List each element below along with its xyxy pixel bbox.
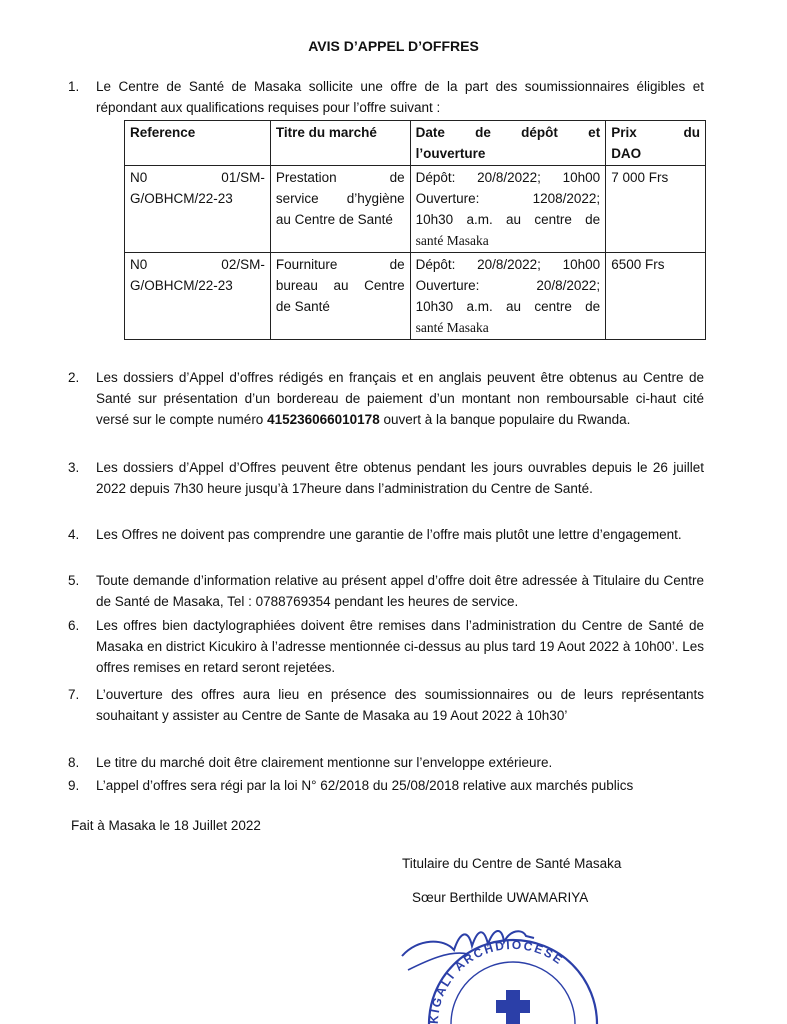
header-reference: Reference <box>125 121 271 166</box>
cell-date: Dépôt: 20/8/2022; 10h00 Ouverture: 1208/2022; 10h30 a.m. au centre de santé Masaka <box>410 166 606 253</box>
signatory-name: Sœur Berthilde UWAMARIYA <box>412 890 589 905</box>
item-text: Toute demande d’information relative au présent appel d’offre doit être adressée à Titulaire du Centre de Santé de Masaka, Tel : 0788769354 pendant les heures de service. <box>96 573 704 609</box>
item-text: Le titre du marché doit être clairement mentionne sur l’enveloppe extérieure. <box>96 755 553 770</box>
list-item: 2. Les dossiers d’Appel d’offres rédigés en français et en anglais peuvent être obtenus au Centre de Santé sur présentation d’un bordereau de paiement d’un montant non remboursable ci-haut cité versé sur le compte numéro 415236066010178 ouvert à la banque populaire du Rwanda. <box>68 370 704 427</box>
table-row <box>125 166 706 253</box>
list-item: 3. Les dossiers d’Appel d’Offres peuvent être obtenus pendant les jours ouvrables depuis le 26 juillet 2022 depuis 7h30 heure jusqu’à 17heure dans l’administration du Centre de Santé. <box>68 460 704 496</box>
item-text: L’ouverture des offres aura lieu en présence des soumissionnaires ou de leurs représentants souhaitant y assister au Centre de Sante de Masaka au 19 Aout 2022 à 10h30’ <box>96 687 704 723</box>
cell-titre: Fourniture de bureau au Centre de Santé <box>270 253 410 340</box>
table-row <box>125 253 706 340</box>
stamp-text: KIGALI ARCHDIOCESE <box>426 937 567 1024</box>
header-date: Date de dépôt et l’ouverture <box>410 121 606 166</box>
header-titre: Titre du marché <box>270 121 410 166</box>
table-header-row <box>125 121 706 166</box>
list-item: 6. Les offres bien dactylographiées doivent être remises dans l’administration du Centre de Santé de Masaka en district Kicukiro à l’adresse mentionnée ci-dessus au plus tard 19 Aout 2022 à 10h00’. Les offres remises en retard seront rejetées. <box>68 618 704 675</box>
cell-reference: N0 02/SM- G/OBHCM/22-23 <box>125 253 271 340</box>
cell-date: Dépôt: 20/8/2022; 10h00 Ouverture: 20/8/2022; 10h30 a.m. au centre de santé Masaka <box>410 253 606 340</box>
cell-prix: 6500 Frs <box>606 253 706 340</box>
item-text: Les Offres ne doivent pas comprendre une garantie de l’offre mais plutôt une lettre d’engagement. <box>96 527 682 542</box>
official-stamp <box>398 920 618 1024</box>
list-item: 7. L’ouverture des offres aura lieu en présence des soumissionnaires ou de leurs représentants souhaitant y assister au Centre de Sante de Masaka au 19 Aout 2022 à 10h30’ <box>68 687 704 723</box>
item-text: Les dossiers d’Appel d’Offres peuvent être obtenus pendant les jours ouvrables depuis le 26 juillet 2022 depuis 7h30 heure jusqu’à 17heure dans l’administration du Centre de Santé. <box>96 460 704 496</box>
list-item: 8. Le titre du marché doit être clairement mentionne sur l’enveloppe extérieure. <box>68 755 553 770</box>
account-number: 415236066010178 <box>267 412 380 427</box>
cell-prix: 7 000 Frs <box>606 166 706 253</box>
item-text: Le Centre de Santé de Masaka sollicite une offre de la part des soumissionnaires éligibles et répondant aux qualifications requises pour l’offre suivant : <box>96 79 704 115</box>
list-item: 9. L’appel d’offres sera régi par la loi N° 62/2018 du 25/08/2018 relative aux marchés publics <box>68 778 634 793</box>
header-prix: Prix du DAO <box>606 121 706 166</box>
cell-titre: Prestation de service d’hygiène au Centre de Santé <box>270 166 410 253</box>
item-text: Les offres bien dactylographiées doivent être remises dans l’administration du Centre de Santé de Masaka en district Kicukiro à l’adresse mentionnée ci-dessus au plus tard 19 Aout 2022 à 10h00’. Les offres remises en retard seront rejetées. <box>96 618 704 675</box>
document-title: AVIS D’APPEL D’OFFRES <box>308 38 479 54</box>
item-text: L’appel d’offres sera régi par la loi N° 62/2018 du 25/08/2018 relative aux marchés publics <box>96 778 634 793</box>
list-item: 5. Toute demande d’information relative au présent appel d’offre doit être adressée à Titulaire du Centre de Santé de Masaka, Tel : 0788769354 pendant les heures de service. <box>68 573 704 609</box>
list-item: 1. Le Centre de Santé de Masaka sollicite une offre de la part des soumissionnaires éligibles et répondant aux qualifications requises pour l’offre suivant : <box>68 79 704 115</box>
tender-table <box>124 120 706 340</box>
list-item: 4. Les Offres ne doivent pas comprendre une garantie de l’offre mais plutôt une lettre d’engagement. <box>68 527 682 542</box>
cell-reference: N0 01/SM- G/OBHCM/22-23 <box>125 166 271 253</box>
place-date: Fait à Masaka le 18 Juillet 2022 <box>71 818 261 833</box>
cross-icon <box>496 990 530 1024</box>
signatory-title: Titulaire du Centre de Santé Masaka <box>402 856 622 871</box>
